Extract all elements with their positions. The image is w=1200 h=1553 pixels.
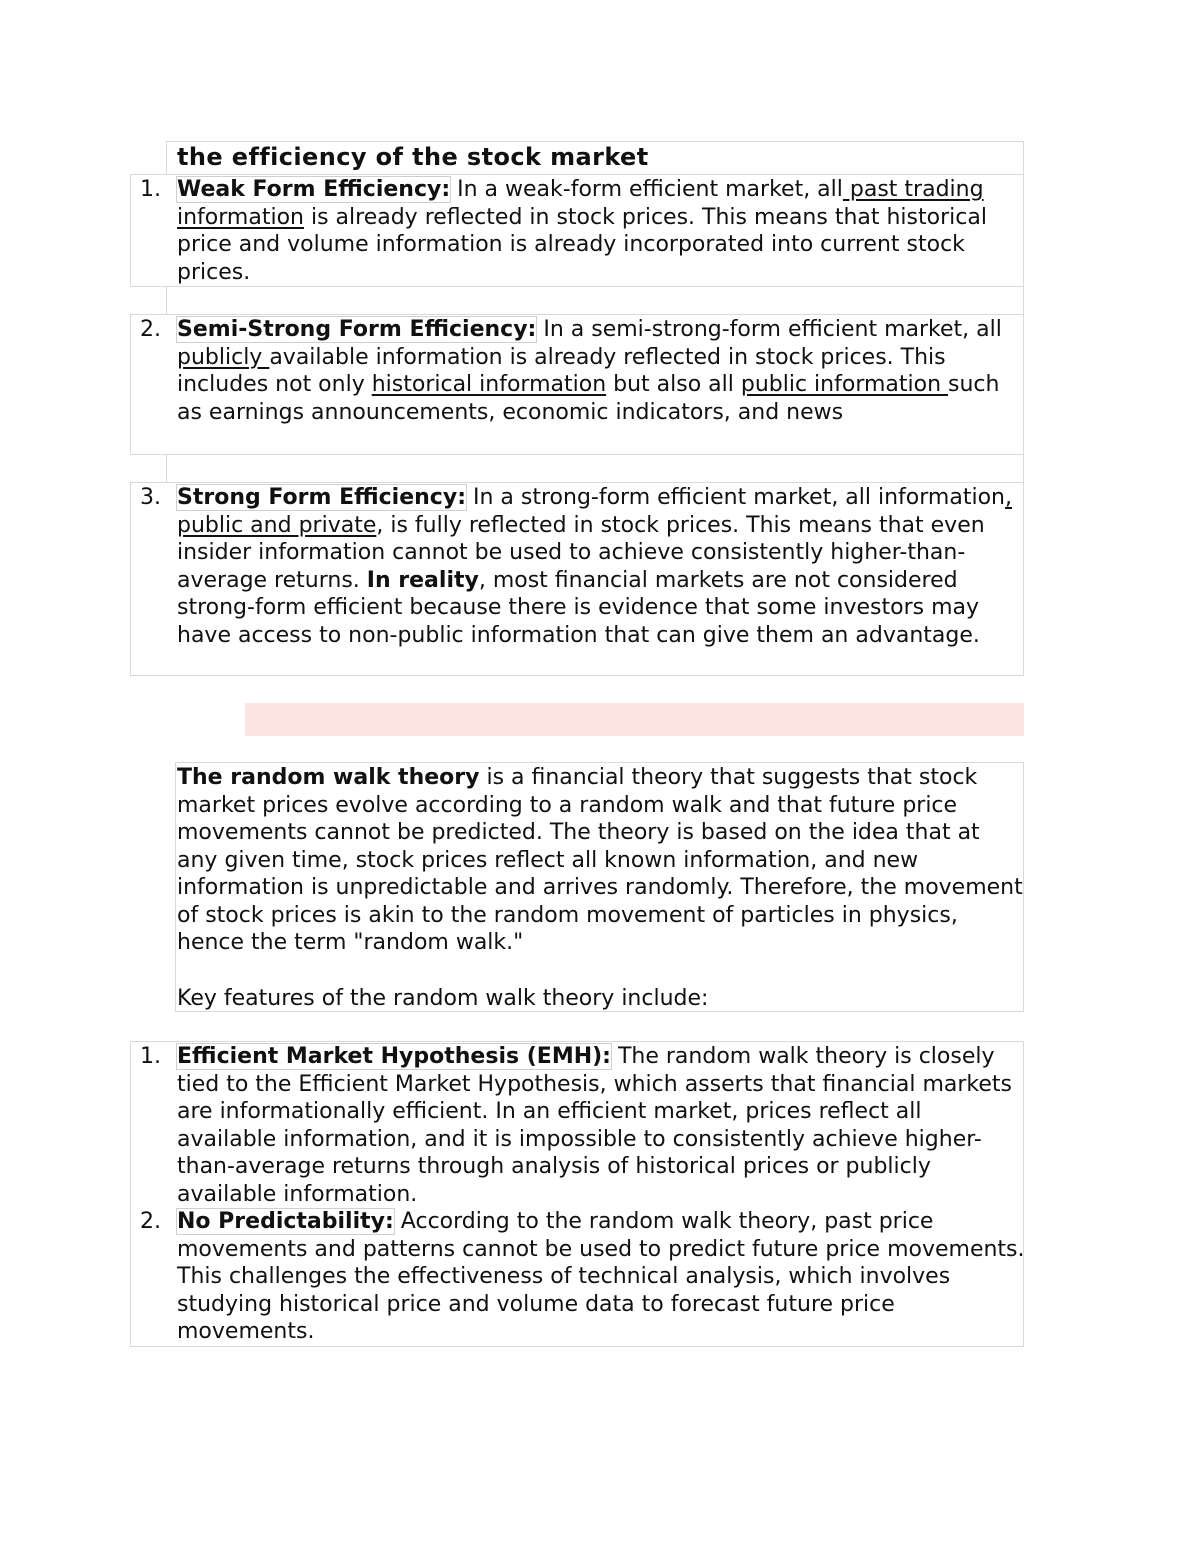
semi-strong-form-paragraph: Semi-Strong Form Efficiency: In a semi-strong-form efficient market, all publicly available information is already reflected in stock prices. This includes not only historical information but also all public information such as earnings announcements, economic indicators, and news [177,317,1002,425]
random-walk-paragraph: The random walk theory is a financial theory that suggests that stock market prices evolve according to a random walk and that future price movements cannot be predicted. The theory is based on the idea that at any given time, stock prices reflect all known information, and new information is unpredictable and arrives randomly. Therefore, the movement of stock prices is akin to the random movement of particles in physics, hence the term "random walk." [177,765,1023,955]
underlined-term: , public and private [177,485,1012,538]
key-features-intro: Key features of the random walk theory include: [177,986,709,1011]
list-number: 2. [140,1209,161,1234]
emh-label: Efficient Market Hypothesis (EMH): [177,1044,611,1069]
strong-form-label: Strong Form Efficiency: [177,485,466,510]
page-title: the efficiency of the stock market [177,143,649,171]
underlined-term: past trading information [177,177,984,230]
emh-paragraph: Efficient Market Hypothesis (EMH): The random walk theory is closely tied to the Efficient Market Hypothesis, which asserts that financial markets are informationally efficient. In an efficient market, prices reflect all available information, and it is impossible to consistently achieve higher-than-average returns through analysis of historical prices or publicly available information. [177,1044,1012,1207]
underlined-term: historical information [371,372,607,397]
list-number: 1. [140,177,161,202]
underlined-term: publicly [177,344,270,370]
no-predictability-label: No Predictability: [177,1209,394,1234]
weak-form-label: Weak Form Efficiency: [177,177,451,202]
list-number: 1. [140,1044,161,1069]
random-walk-term: The random walk theory [177,765,480,790]
weak-form-paragraph: Weak Form Efficiency: In a weak-form efficient market, all past trading information is already reflected in stock prices. This means that historical price and volume information is already incorporated into current stock prices. [177,177,987,285]
spacer-cell-2 [166,454,1024,483]
semi-strong-form-label: Semi-Strong Form Efficiency: [177,317,537,342]
strong-form-paragraph: Strong Form Efficiency: In a strong-form efficient market, all information, public and private, is fully reflected in stock prices. This means that even insider information cannot be used to achieve consistently higher-than-average returns. In reality, most financial markets are not considered strong-form efficient because there is evidence that some investors may have access to non-public information that can give them an advantage. [177,485,1012,648]
no-predictability-paragraph: No Predictability: According to the random walk theory, past price movements and patterns cannot be used to predict future price movements. This challenges the effectiveness of technical analysis, which involves studying historical price and volume data to forecast future price movements. [177,1209,1025,1344]
list-number: 2. [140,317,161,342]
highlight-bar [245,703,1024,736]
underlined-term: public information [740,372,949,397]
spacer-cell-1 [166,286,1024,315]
list-number: 3. [140,485,161,510]
bold-term: In reality [366,567,479,593]
